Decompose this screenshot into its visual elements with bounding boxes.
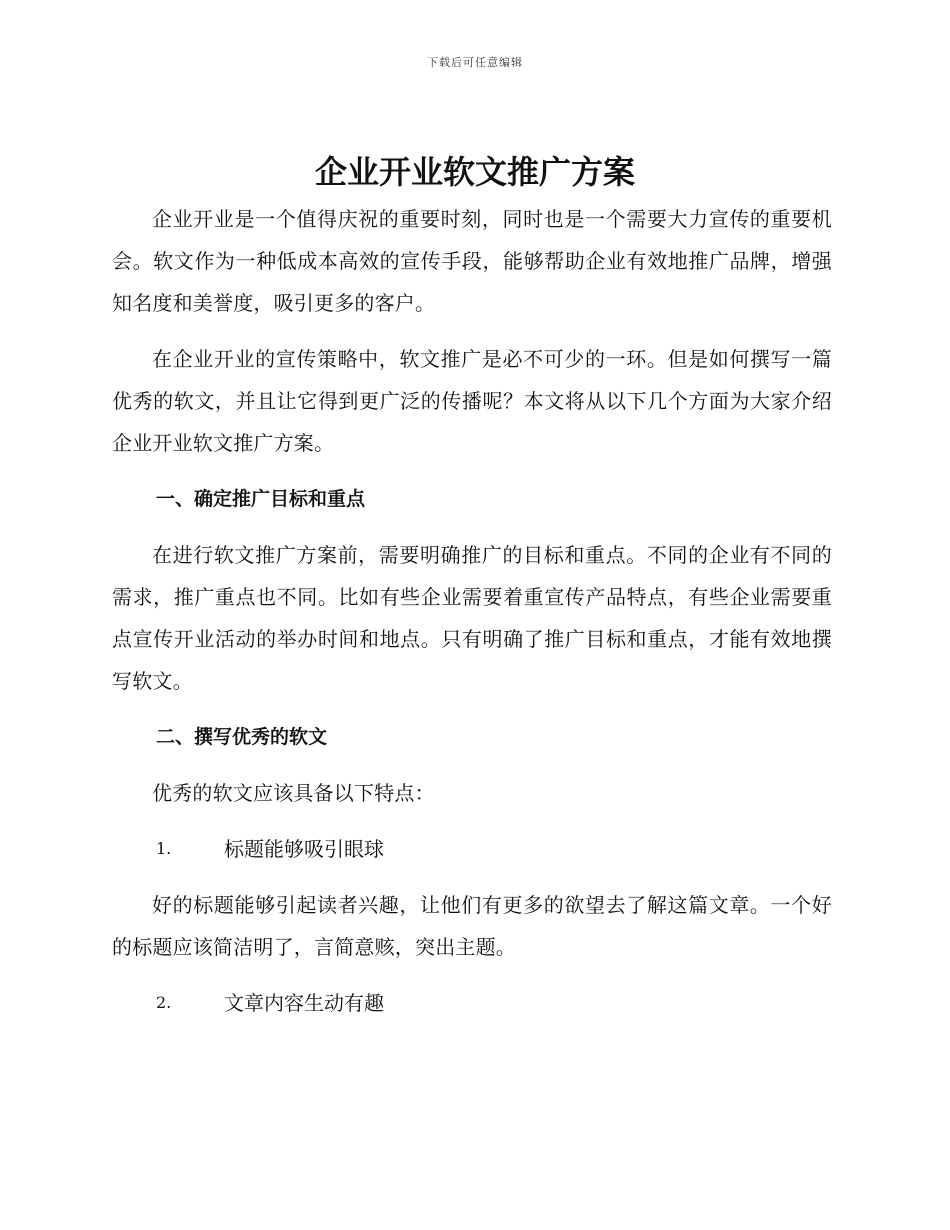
- section-heading-2: 二、撰写优秀的软文: [156, 726, 328, 748]
- paragraph-goals: 在进行软文推广方案前，需要明确推广的目标和重点。不同的企业有不同的需求，推广重点也不同。比如有些企业需要着重宣传产品特点，有些企业需要重点宣传开业活动的举办时间和地点。只有明确了推广目标和重点，才能有效地撰写软文。: [112, 543, 832, 693]
- list-text: 文章内容生动有趣: [224, 991, 384, 1015]
- list-number: 2.: [156, 993, 172, 1012]
- paragraph-intro: 企业开业是一个值得庆祝的重要时刻，同时也是一个需要大力宣传的重要机会。软文作为一种低成本高效的宣传手段，能够帮助企业有效地推广品牌，增强知名度和美誉度，吸引更多的客户。: [112, 207, 832, 315]
- paragraph-strategy: 在企业开业的宣传策略中，软文推广是必不可少的一环。但是如何撰写一篇优秀的软文，并且让它得到更广泛的传播呢？本文将从以下几个方面为大家介绍企业开业软文推广方案。: [112, 347, 832, 455]
- paragraph-title-tips: 好的标题能够引起读者兴趣，让他们有更多的欲望去了解这篇文章。一个好的标题应该简洁明了，言简意赅，突出主题。: [112, 893, 832, 959]
- document-body: [112, 198, 832, 1038]
- document-title: 企业开业软文推广方案: [314, 153, 635, 191]
- paragraph-features-intro: 优秀的软文应该具备以下特点：: [152, 781, 435, 805]
- list-text: 标题能够吸引眼球: [224, 837, 384, 861]
- list-item-1: [112, 828, 832, 870]
- section-heading-1: 一、确定推广目标和重点: [156, 488, 366, 510]
- page-header: 下载后可任意编辑: [427, 56, 523, 69]
- list-item-2: [112, 982, 832, 1024]
- list-number: 1.: [156, 839, 172, 858]
